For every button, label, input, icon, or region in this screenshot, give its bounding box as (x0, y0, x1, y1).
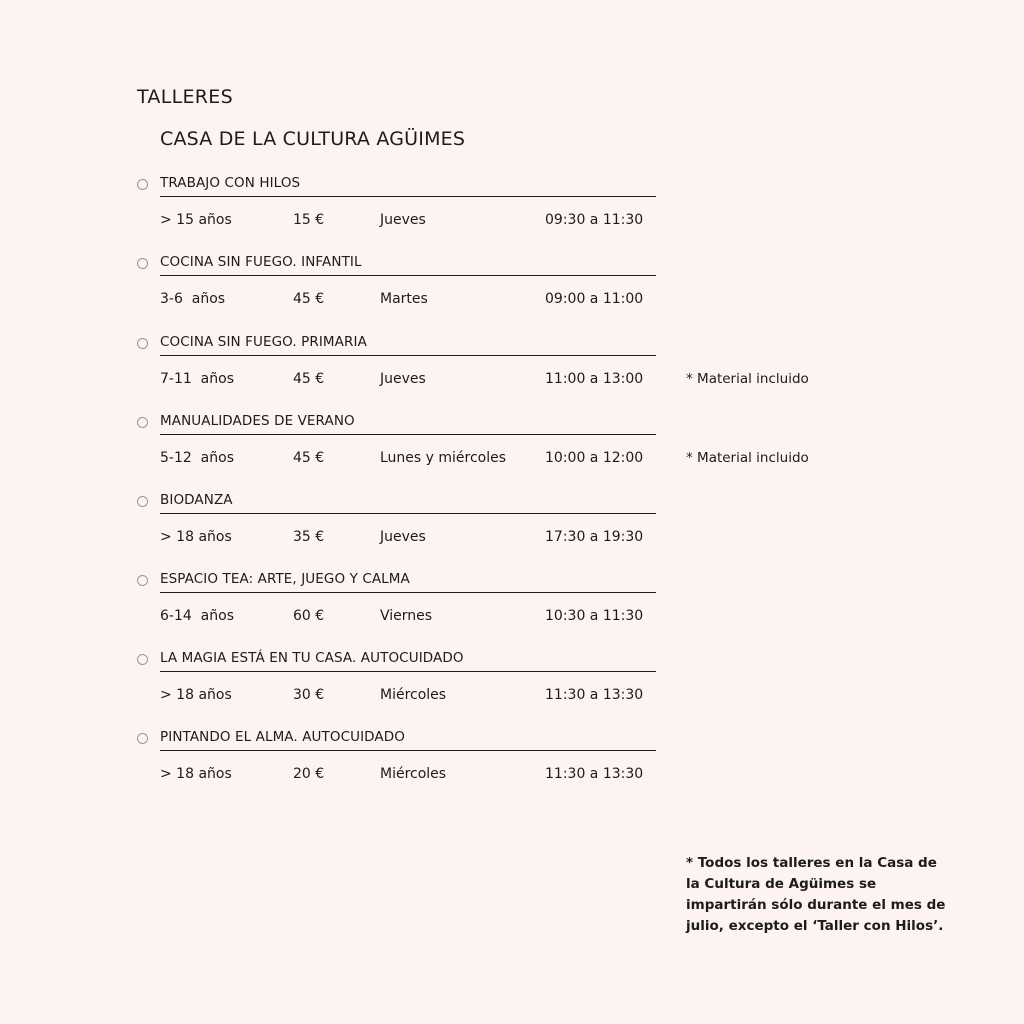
workshop-name: MANUALIDADES DE VERANO (160, 413, 355, 429)
workshop-name: PINTANDO EL ALMA. AUTOCUIDADO (160, 729, 405, 745)
workshop-price: 45 € (293, 371, 325, 387)
workshop-price: 15 € (293, 212, 325, 228)
workshop-radio[interactable] (137, 654, 148, 665)
footnote: * Todos los talleres en la Casa de la Cultura de Agüimes se impartirán sólo durante el mes de julio, excepto el ‘Taller con Hilos’. (686, 855, 946, 934)
workshop-price: 35 € (293, 529, 325, 545)
workshop-price: 20 € (293, 766, 325, 782)
workshop-age: 5-12 años (160, 450, 234, 466)
workshop-time: 11:00 a 13:00 (545, 371, 644, 387)
divider (160, 355, 656, 356)
workshop-age: > 18 años (160, 687, 232, 703)
workshop-time: 11:30 a 13:30 (545, 687, 644, 703)
workshop-day: Jueves (380, 212, 426, 228)
workshop-item (0, 648, 1024, 727)
workshop-radio[interactable] (137, 179, 148, 190)
workshop-radio[interactable] (137, 733, 148, 744)
workshop-item (0, 411, 1024, 490)
workshop-time: 10:30 a 11:30 (545, 608, 644, 624)
workshop-time: 10:00 a 12:00 (545, 450, 644, 466)
workshop-price: 45 € (293, 291, 325, 307)
divider (160, 750, 656, 751)
workshop-radio[interactable] (137, 575, 148, 586)
workshop-item (0, 490, 1024, 569)
divider (160, 513, 656, 514)
divider (160, 434, 656, 435)
workshop-price: 45 € (293, 450, 325, 466)
workshop-radio[interactable] (137, 496, 148, 507)
workshop-name: ESPACIO TEA: ARTE, JUEGO Y CALMA (160, 571, 410, 587)
workshop-day: Jueves (380, 529, 426, 545)
workshop-note: * Material incluido (686, 450, 809, 466)
workshop-name: COCINA SIN FUEGO. INFANTIL (160, 254, 362, 270)
workshop-price: 60 € (293, 608, 325, 624)
venue-title: CASA DE LA CULTURA AGÜIMES (160, 128, 466, 150)
workshop-radio[interactable] (137, 338, 148, 349)
workshop-time: 11:30 a 13:30 (545, 766, 644, 782)
workshop-age: 6-14 años (160, 608, 234, 624)
workshop-radio[interactable] (137, 258, 148, 269)
workshop-name: TRABAJO CON HILOS (160, 175, 301, 191)
divider (160, 275, 656, 276)
workshop-age: > 15 años (160, 212, 232, 228)
workshop-item (0, 569, 1024, 648)
page-title: TALLERES (137, 86, 233, 108)
workshop-day: Jueves (380, 371, 426, 387)
workshop-item (0, 252, 1024, 331)
workshop-radio[interactable] (137, 417, 148, 428)
workshop-day: Miércoles (380, 766, 447, 782)
workshop-note: * Material incluido (686, 371, 809, 387)
workshop-time: 09:00 a 11:00 (545, 291, 644, 307)
workshop-day: Martes (380, 291, 428, 307)
workshop-day: Viernes (380, 608, 433, 624)
workshop-age: 7-11 años (160, 371, 234, 387)
workshop-name: LA MAGIA ESTÁ EN TU CASA. AUTOCUIDADO (160, 650, 464, 666)
workshop-item (0, 173, 1024, 252)
workshop-item (0, 332, 1024, 411)
workshop-day: Lunes y miércoles (380, 450, 507, 466)
workshop-item (0, 727, 1024, 806)
workshop-age: > 18 años (160, 529, 232, 545)
workshop-day: Miércoles (380, 687, 447, 703)
divider (160, 592, 656, 593)
workshop-time: 09:30 a 11:30 (545, 212, 644, 228)
workshop-time: 17:30 a 19:30 (545, 529, 644, 545)
workshop-age: > 18 años (160, 766, 232, 782)
workshop-name: BIODANZA (160, 492, 233, 508)
divider (160, 196, 656, 197)
divider (160, 671, 656, 672)
workshop-name: COCINA SIN FUEGO. PRIMARIA (160, 334, 367, 350)
workshop-price: 30 € (293, 687, 325, 703)
workshop-age: 3-6 años (160, 291, 226, 307)
